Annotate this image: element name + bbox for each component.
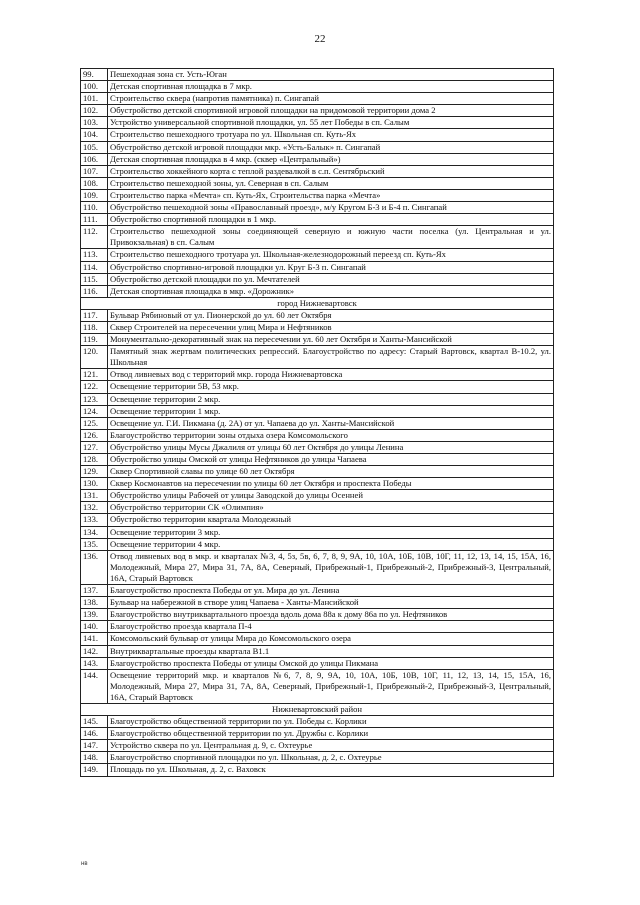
table-row (81, 514, 554, 526)
row-number: 134. (81, 526, 108, 538)
table-row (81, 597, 554, 609)
row-description: Внутриквартальные проезды квартала В1.1 (108, 645, 554, 657)
table-row (81, 502, 554, 514)
row-description: Благоустройство внутриквартального проезда вдоль дома 88а к дому 86а по ул. Нефтяников (108, 609, 554, 621)
row-number: 131. (81, 490, 108, 502)
row-description: Детская спортивная площадка в 7 мкр. (108, 81, 554, 93)
row-number: 142. (81, 645, 108, 657)
row-number: 124. (81, 405, 108, 417)
table-row (81, 249, 554, 261)
row-description: Освещение территории 4 мкр. (108, 538, 554, 550)
row-description: Бульвар Рябиновый от ул. Пионерской до ул. 60 лет Октября (108, 309, 554, 321)
table-row (81, 728, 554, 740)
row-description: Строительство сквера (напротив памятника) п. Сингапай (108, 93, 554, 105)
row-number: 128. (81, 454, 108, 466)
table-row (81, 153, 554, 165)
row-description: Обустройство улицы Мусы Джалиля от улицы 60 лет Октября до улицы Ленина (108, 441, 554, 453)
table-row (81, 189, 554, 201)
row-description: Комсомольский бульвар от улицы Мира до Комсомольского озера (108, 633, 554, 645)
row-number: 133. (81, 514, 108, 526)
row-number: 118. (81, 321, 108, 333)
row-description: Благоустройство территории зоны отдыха озера Комсомольского (108, 429, 554, 441)
row-description: Обустройство спортивно-игровой площадки ул. Круг Б-3 п. Сингапай (108, 261, 554, 273)
row-number: 145. (81, 716, 108, 728)
row-description: Бульвар на набережной в створе улиц Чапаева - Ханты-Мансийской (108, 597, 554, 609)
row-number: 119. (81, 334, 108, 346)
table-row (81, 285, 554, 297)
row-description: Памятный знак жертвам политических репрессий. Благоустройство по адресу: Старый Вартовск, квартал В-10.2, ул. Школьная (108, 346, 554, 369)
row-description: Обустройство детской площадки по ул. Мечтателей (108, 273, 554, 285)
row-description: Обустройство улицы Рабочей от улицы Заводской до улицы Осенней (108, 490, 554, 502)
table-row (81, 117, 554, 129)
row-description: Детская спортивная площадка в 4 мкр. (сквер «Центральный») (108, 153, 554, 165)
table-row (81, 417, 554, 429)
row-number: 125. (81, 417, 108, 429)
row-number: 130. (81, 478, 108, 490)
table-row (81, 633, 554, 645)
table-row (81, 716, 554, 728)
row-number: 116. (81, 285, 108, 297)
row-number: 137. (81, 585, 108, 597)
table-row (81, 129, 554, 141)
projects-table (80, 68, 554, 777)
row-description: Устройство сквера по ул. Центральная д. 9, с. Охтеурье (108, 740, 554, 752)
table-row (81, 393, 554, 405)
row-number: 106. (81, 153, 108, 165)
row-description: Строительство пешеходного тротуара ул. Школьная-железнодорожный переезд сп. Куть-Ях (108, 249, 554, 261)
row-number: 136. (81, 550, 108, 584)
row-number: 113. (81, 249, 108, 261)
row-number: 126. (81, 429, 108, 441)
row-number: 99. (81, 69, 108, 81)
footer-mark: нв (81, 861, 88, 867)
table-row (81, 105, 554, 117)
row-description: Освещение территории 2 мкр. (108, 393, 554, 405)
row-description: Благоустройство проспекта Победы от ул. Мира до ул. Ленина (108, 585, 554, 597)
row-number: 107. (81, 165, 108, 177)
row-description: Площадь по ул. Школьная, д. 2, с. Ваховск (108, 764, 554, 776)
table-row (81, 214, 554, 226)
row-description: Обустройство пешеходной зоны «Православный проезд», м/у Кругом Б-3 и Б-4 п. Сингапай (108, 202, 554, 214)
row-description: Пешеходная зона ст. Усть-Юган (108, 69, 554, 81)
table-row (81, 321, 554, 333)
row-number: 108. (81, 177, 108, 189)
table-row (81, 309, 554, 321)
table-row (81, 657, 554, 669)
section-row (81, 297, 554, 309)
table-row (81, 740, 554, 752)
table-row (81, 93, 554, 105)
table-row (81, 346, 554, 369)
row-number: 143. (81, 657, 108, 669)
section-heading: Нижневартовский район (81, 703, 554, 715)
row-description: Строительство пешеходной зоны, ул. Северная в сп. Салым (108, 177, 554, 189)
table-row (81, 81, 554, 93)
table-row (81, 585, 554, 597)
row-number: 148. (81, 752, 108, 764)
row-number: 101. (81, 93, 108, 105)
row-description: Сквер Космонавтов на пересечении по улицы 60 лет Октября и проспекта Победы (108, 478, 554, 490)
table-row (81, 69, 554, 81)
row-description: Строительство пешеходного тротуара по ул. Школьная сп. Куть-Ях (108, 129, 554, 141)
table-row (81, 752, 554, 764)
table-row (81, 141, 554, 153)
row-number: 147. (81, 740, 108, 752)
table-row (81, 454, 554, 466)
row-number: 141. (81, 633, 108, 645)
row-number: 144. (81, 669, 108, 703)
row-description: Обустройство детской игровой площадки мкр. «Усть-Балык» п. Сингапай (108, 141, 554, 153)
table-row (81, 261, 554, 273)
table-row (81, 177, 554, 189)
table-row (81, 381, 554, 393)
table-row (81, 645, 554, 657)
row-description: Благоустройство проспекта Победы от улицы Омской до улицы Пикмана (108, 657, 554, 669)
table-body (81, 69, 554, 777)
row-description: Обустройство спортивной площадки в 1 мкр. (108, 214, 554, 226)
row-number: 120. (81, 346, 108, 369)
row-description: Обустройство детской спортивной игровой площадки на придомовой территории дома 2 (108, 105, 554, 117)
row-description: Строительство пешеходной зоны соединяющей северную и южную части поселка (ул. Центральная и ул. Привокзальная) в сп. Салым (108, 226, 554, 249)
row-description: Обустройство территории квартала Молодежный (108, 514, 554, 526)
table-row (81, 609, 554, 621)
row-description: Сквер Спортивной славы по улице 60 лет Октября (108, 466, 554, 478)
row-number: 139. (81, 609, 108, 621)
page-number: 22 (314, 33, 326, 45)
row-description: Детская спортивная площадка в мкр. «Дорожник» (108, 285, 554, 297)
row-number: 102. (81, 105, 108, 117)
table-row (81, 429, 554, 441)
row-number: 127. (81, 441, 108, 453)
table-row (81, 764, 554, 776)
row-description: Благоустройство общественной территории по ул. Дружбы с. Корлики (108, 728, 554, 740)
table-row (81, 621, 554, 633)
section-heading: город Нижневартовск (81, 297, 554, 309)
row-number: 135. (81, 538, 108, 550)
row-description: Обустройство территории СК «Олимпия» (108, 502, 554, 514)
row-number: 114. (81, 261, 108, 273)
table-row (81, 669, 554, 703)
row-description: Устройство универсальной спортивной площадки, ул. 55 лет Победы в сп. Салым (108, 117, 554, 129)
row-number: 100. (81, 81, 108, 93)
table-row (81, 369, 554, 381)
row-number: 123. (81, 393, 108, 405)
table-row (81, 478, 554, 490)
row-description: Монументально-декоративный знак на пересечении ул. 60 лет Октября и Ханты-Мансийской (108, 334, 554, 346)
table-row (81, 441, 554, 453)
table-row (81, 165, 554, 177)
row-description: Благоустройство общественной территории по ул. Победы с. Корлики (108, 716, 554, 728)
row-description: Строительство хоккейного корта с теплой раздевалкой в с.п. Сентябрьский (108, 165, 554, 177)
row-description: Благоустройство спортивной площадки по ул. Школьная, д. 2, с. Охтеурье (108, 752, 554, 764)
row-description: Благоустройство проезда квартала П-4 (108, 621, 554, 633)
row-number: 111. (81, 214, 108, 226)
table-row (81, 538, 554, 550)
row-description: Отвод ливневых вод с территорий мкр. города Нижневартовска (108, 369, 554, 381)
row-number: 149. (81, 764, 108, 776)
row-description: Строительство парка «Мечта» сп. Куть-Ях, Строительства парка «Мечта» (108, 189, 554, 201)
row-number: 129. (81, 466, 108, 478)
row-number: 115. (81, 273, 108, 285)
table-row (81, 526, 554, 538)
row-number: 104. (81, 129, 108, 141)
row-description: Освещение территории 3 мкр. (108, 526, 554, 538)
table-row (81, 334, 554, 346)
section-row (81, 703, 554, 715)
table-row (81, 226, 554, 249)
row-number: 146. (81, 728, 108, 740)
row-number: 121. (81, 369, 108, 381)
row-number: 122. (81, 381, 108, 393)
row-description: Отвод ливневых вод в мкр. и кварталах №3, 4, 5з, 5в, 6, 7, 8, 9, 9А, 10, 10А, 10Б, 10В, 10Г, 11, 12, 13, 14, 15, 15А, 16, Молодежный, Мира 27, Мира 31, 7А, 8А, Северный, Прибрежный-1, Прибрежный-2, Прибрежный-3, Центральный, 16А, Старый Вартовск (108, 550, 554, 584)
row-number: 140. (81, 621, 108, 633)
table-row (81, 466, 554, 478)
row-description: Освещение территории 1 мкр. (108, 405, 554, 417)
row-number: 105. (81, 141, 108, 153)
row-number: 103. (81, 117, 108, 129)
table-row (81, 550, 554, 584)
row-number: 117. (81, 309, 108, 321)
table-row (81, 273, 554, 285)
table-row (81, 202, 554, 214)
row-description: Сквер Строителей на пересечении улиц Мира и Нефтяников (108, 321, 554, 333)
row-number: 132. (81, 502, 108, 514)
table-row (81, 490, 554, 502)
table-row (81, 405, 554, 417)
row-number: 109. (81, 189, 108, 201)
row-description: Освещение территории 5В, 5З мкр. (108, 381, 554, 393)
row-number: 112. (81, 226, 108, 249)
row-number: 110. (81, 202, 108, 214)
row-description: Обустройство улицы Омской от улицы Нефтяников до улицы Чапаева (108, 454, 554, 466)
row-description: Освещение территорий мкр. и кварталов №6, 7, 8, 9, 9А, 10, 10А, 10Б, 10В, 10Г, 11, 12, 13, 14, 15, 15А, 16, Молодежный, Мира 27, Мира 31, 7А, 8А, Северный, Прибрежный-1, Прибрежный-2, Прибрежный-3, Центральный, 16А, Старый Вартовск (108, 669, 554, 703)
row-description: Освещение ул. Г.И. Пикмана (д. 2А) от ул. Чапаева до ул. Ханты-Мансийской (108, 417, 554, 429)
row-number: 138. (81, 597, 108, 609)
